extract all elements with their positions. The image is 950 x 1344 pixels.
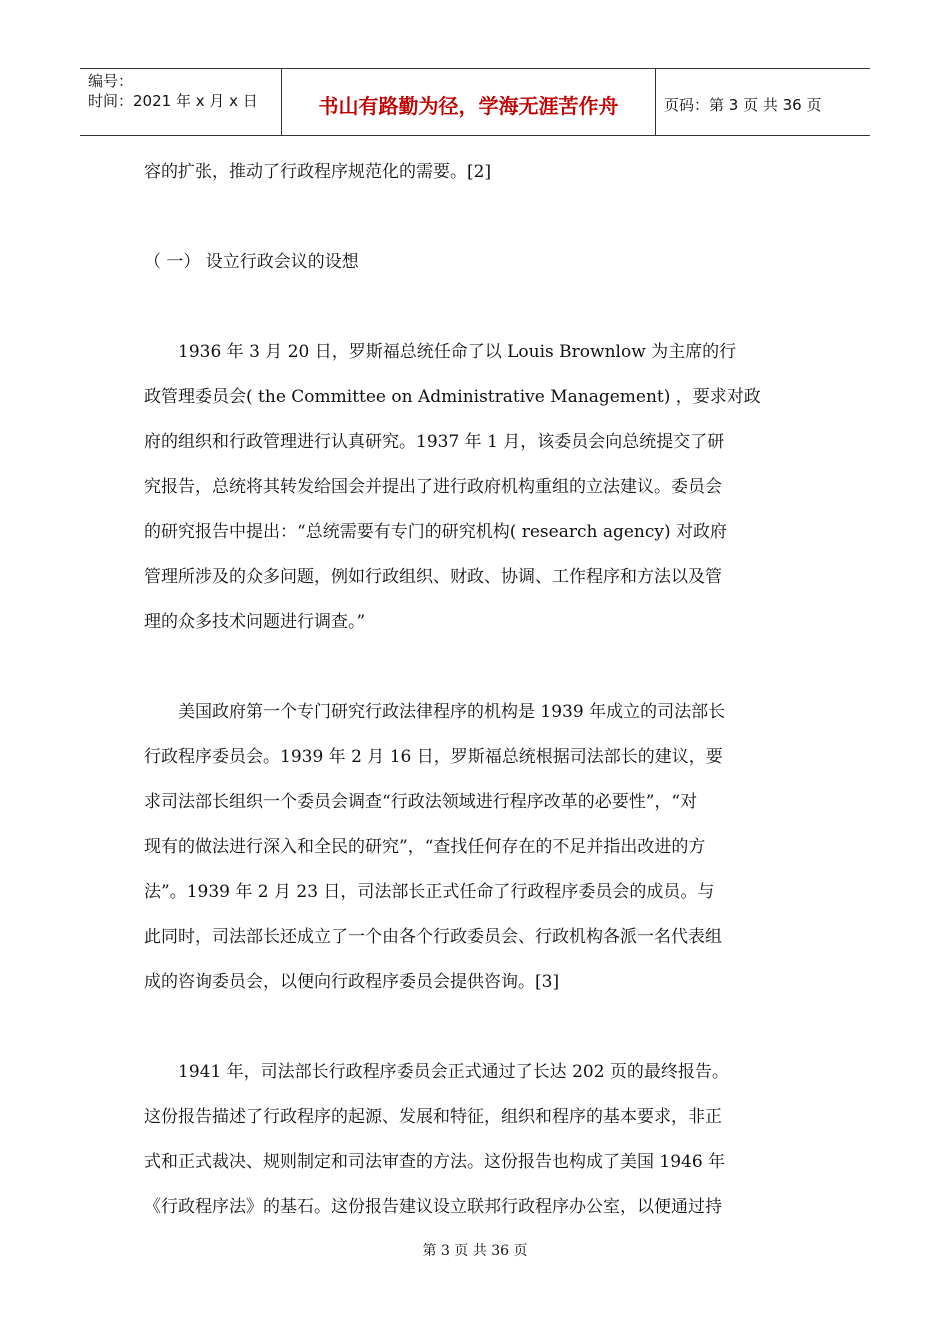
text-line: 《行政程序法》的基石。这份报告建议设立联邦行政程序办公室，以便通过持 [144,1197,722,1217]
text-line: 现有的做法进行深入和全民的研究”，“查找任何存在的不足并指出改进的方 [144,837,706,857]
document-date: 时间：2021 年 x 月 x 日 [88,92,258,110]
text-line: 理的众多技术问题进行调查。” [144,612,366,632]
text-line: 行政程序委员会。1939 年 2 月 16 日，罗斯福总统根据司法部长的建议，要 [144,747,723,767]
header-page-number: 页码：第 3 页 共 36 页 [664,95,822,114]
text-line: 府的组织和行政管理进行认真研究。1937 年 1 月，该委员会向总统提交了研 [144,432,725,452]
text-line: 式和正式裁决、规则制定和司法审查的方法。这份报告也构成了美国 1946 年 [144,1152,726,1172]
text-line [144,195,809,240]
text-line: 此同时，司法部长还成立了一个由各个行政委员会、行政机构各派一名代表组 [144,927,722,947]
text-line: 美国政府第一个专门研究行政法律程序的机构是 1939 年成立的司法部长 [144,702,726,722]
text-line: 成的咨询委员会，以便向行政程序委员会提供咨询。[3] [144,972,560,992]
text-line: 的研究报告中提出：“总统需要有专门的研究机构( research agency) 对政府 [144,522,728,542]
document-body [144,150,809,1230]
text-line [144,645,809,690]
text-line: 究报告，总统将其转发给国会并提出了进行政府机构重组的立法建议。委员会 [144,477,722,497]
text-line: 政管理委员会( the Committee on Administrative Management) ，要求对政 [144,387,761,407]
text-line: 1936 年 3 月 20 日，罗斯福总统任命了以 Louis Brownlow 为主席的行 [144,342,737,362]
text-line: 求司法部长组织一个委员会调查“行政法领域进行程序改革的必要性”，“对 [144,792,698,812]
text-line: 容的扩张，推动了行政程序规范化的需要。[2] [144,162,492,182]
page-header [80,68,870,136]
text-line: 1941 年，司法部长行政程序委员会正式通过了长达 202 页的最终报告。 [144,1062,729,1082]
text-line: 法”。1939 年 2 月 23 日，司法部长正式任命了行政程序委员会的成员。与 [144,882,715,902]
header-meta [80,69,282,135]
text-line: 这份报告描述了行政程序的起源、发展和特征，组织和程序的基本要求，非正 [144,1107,722,1127]
text-line [144,1005,809,1050]
text-line [144,285,809,330]
header-motto: 书山有路勤为径，学海无涯苦作舟 [282,69,656,135]
document-number: 编号： [88,72,134,90]
text-line: （ 一） 设立行政会议的设想 [144,252,359,272]
text-line: 管理所涉及的众多问题，例如行政组织、财政、协调、工作程序和方法以及管 [144,567,722,587]
page-footer: 第 3 页 共 36 页 [422,1243,528,1259]
